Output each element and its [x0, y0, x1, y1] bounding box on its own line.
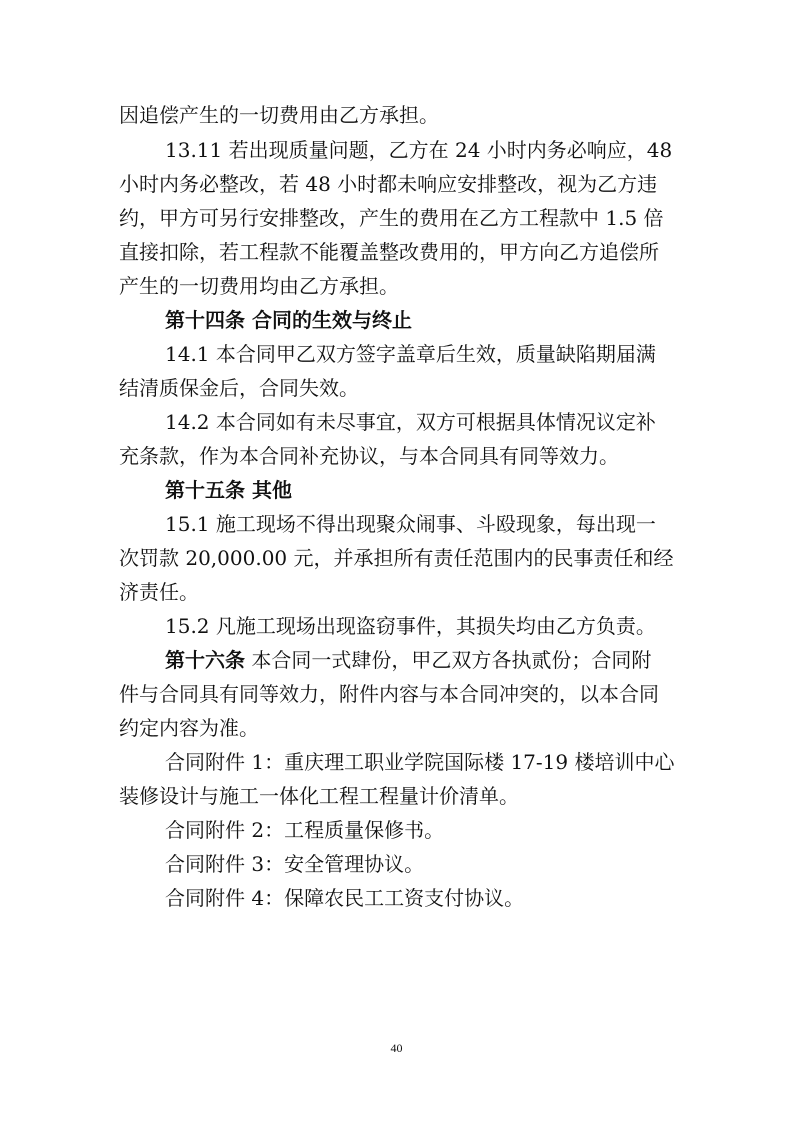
text-line: 充条款，作为本合同补充协议，与本合同具有同等效力。 — [119, 444, 619, 468]
text-line: 产生的一切费用均由乙方承担。 — [119, 274, 399, 298]
text-line: 15.1 施工现场不得出现聚众闹事、斗殴现象，每出现一 — [165, 512, 656, 536]
text-line: 直接扣除，若工程款不能覆盖整改费用的，甲方向乙方追偿所 — [119, 240, 659, 264]
text-line: 约，甲方可另行安排整改，产生的费用在乙方工程款中 1.5 倍 — [119, 206, 664, 230]
text-line: 合同附件 4：保障农民工工资支付协议。 — [165, 886, 525, 910]
section-text: 本合同一式肆份，甲乙双方各执贰份；合同附 — [245, 648, 652, 672]
text-line: 14.2 本合同如有未尽事宜，双方可根据具体情况议定补 — [165, 410, 656, 434]
text-line: 结清质保金后，合同失效。 — [119, 376, 359, 400]
text-line: 济责任。 — [119, 580, 199, 604]
text-line: 装修设计与施工一体化工程工程量计价清单。 — [119, 784, 519, 808]
text-line: 件与合同具有同等效力，附件内容与本合同冲突的，以本合同 — [119, 682, 659, 706]
text-line: 约定内容为准。 — [119, 716, 259, 740]
text-line: 合同附件 3：安全管理协议。 — [165, 852, 425, 876]
section-heading: 第十六条 — [165, 648, 245, 672]
section-line — [165, 646, 651, 674]
text-line: 次罚款 20,000.00 元，并承担所有责任范围内的民事责任和经 — [119, 546, 674, 570]
text-line: 合同附件 2：工程质量保修书。 — [165, 818, 445, 842]
text-line: 15.2 凡施工现场出现盗窃事件，其损失均由乙方负责。 — [165, 614, 656, 638]
text-line: 合同附件 1：重庆理工职业学院国际楼 17-19 楼培训中心 — [165, 750, 675, 774]
text-line: 小时内务必整改，若 48 小时都未响应安排整改，视为乙方违 — [119, 172, 658, 196]
section-heading: 第十四条 合同的生效与终止 — [165, 308, 412, 332]
section-heading: 第十五条 其他 — [165, 478, 292, 502]
text-line: 因追偿产生的一切费用由乙方承担。 — [119, 103, 439, 127]
page-number: 40 — [390, 1041, 403, 1055]
text-line: 13.11 若出现质量问题，乙方在 24 小时内务必响应，48 — [165, 138, 673, 162]
text-line: 14.1 本合同甲乙双方签字盖章后生效，质量缺陷期届满 — [165, 342, 656, 366]
